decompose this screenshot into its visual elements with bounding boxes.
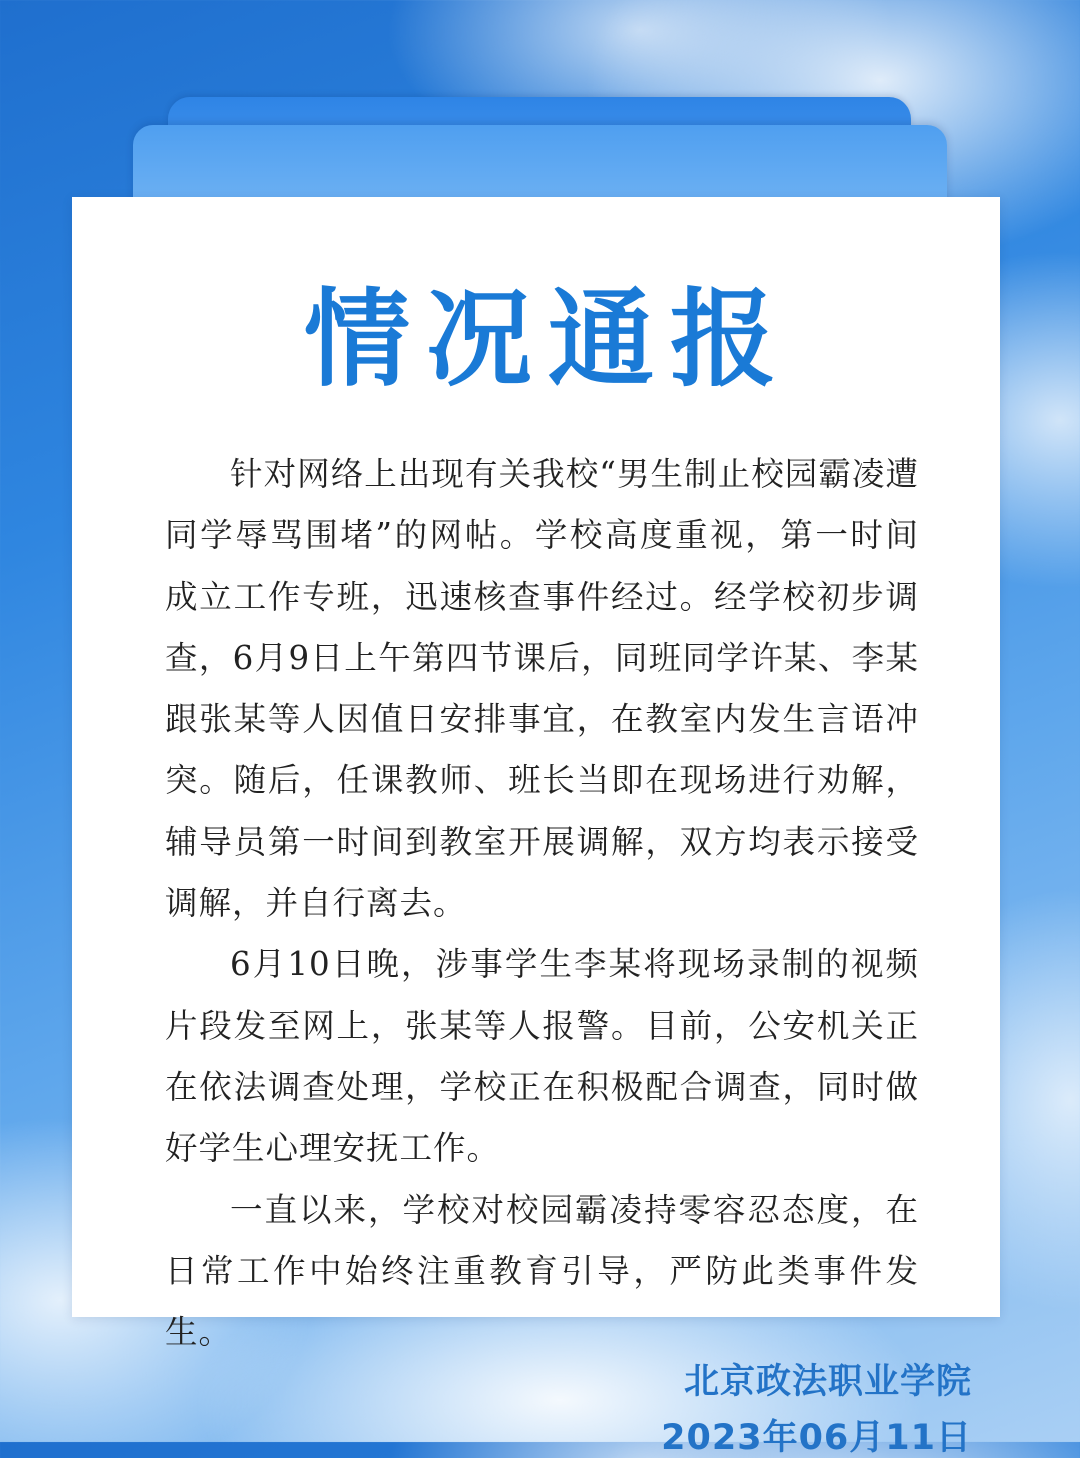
notice-paragraph-2: 6月10日晚，涉事学生李某将现场录制的视频片段发至网上，张某等人报警。目前，公安机关正在依法调查处理，学校正在积极配合调查，同时做好学生心理安抚工作。 xyxy=(165,945,919,1168)
notice-body xyxy=(165,444,919,1363)
notice-title: 情况通报 xyxy=(304,278,792,401)
signature-date: 2023年06月11日 xyxy=(661,1418,972,1458)
signature-organization: 北京政法职业学院 xyxy=(683,1362,972,1402)
notice-paragraph-3: 一直以来，学校对校园霸凌持零容忍态度，在日常工作中始终注重教育引导，严防此类事件发生。 xyxy=(165,1190,919,1352)
notice-paragraph-1: 针对网络上出现有关我校“男生制止校园霸凌遭同学辱骂围堵”的网帖。学校高度重视，第一时间成立工作专班，迅速核查事件经过。经学校初步调查，6月9日上午第四节课后，同班同学许某、李某跟张某等人因值日安排事宜，在教室内发生言语冲突。随后，任课教师、班长当即在现场进行劝解，辅导员第一时间到教室开展调解，双方均表示接受调解，并自行离去。 xyxy=(165,455,919,923)
